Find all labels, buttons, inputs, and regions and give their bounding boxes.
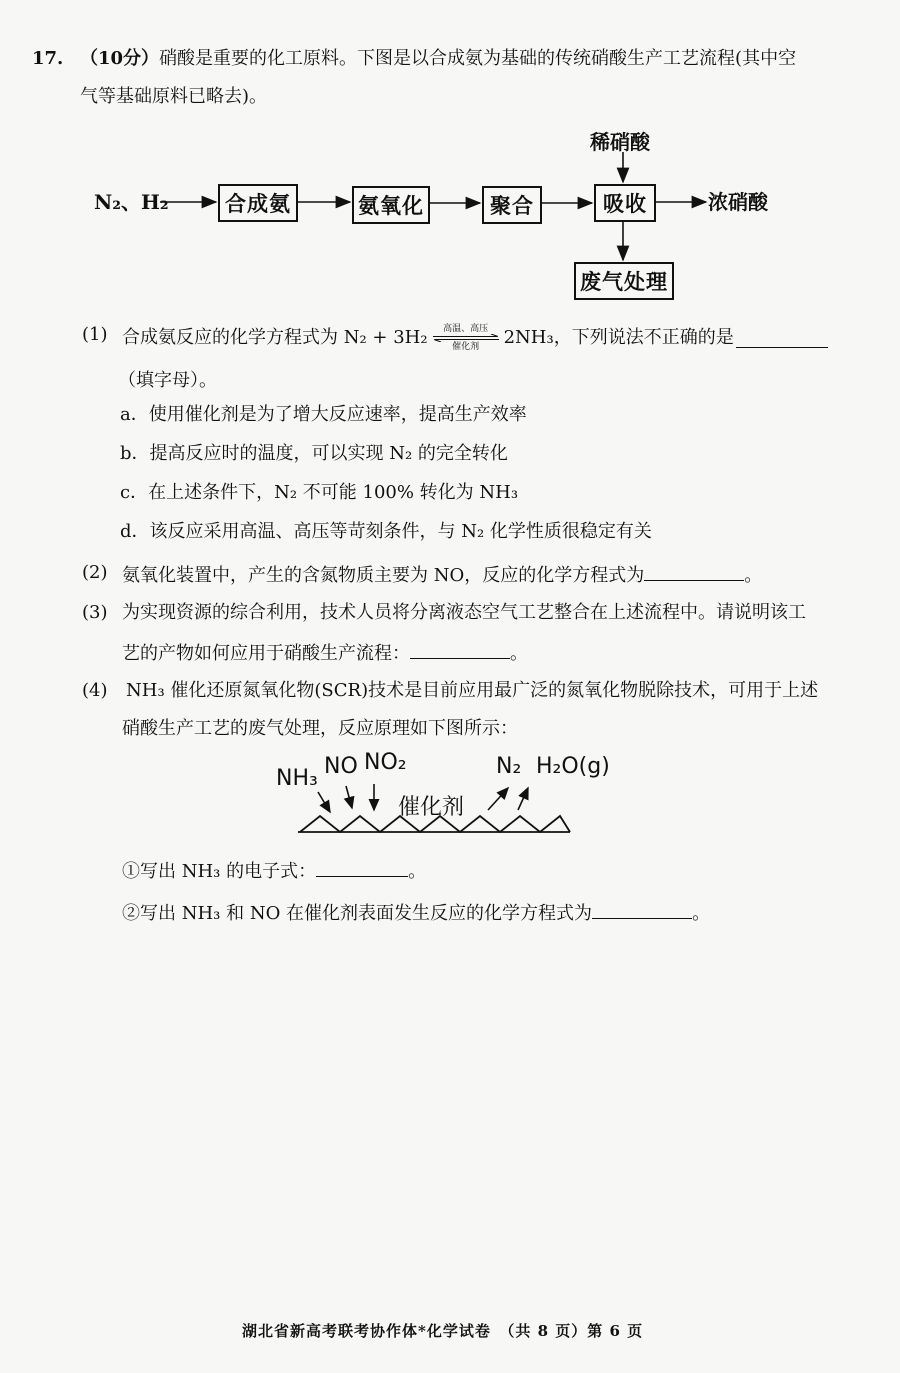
equilibrium-arrows-icon	[431, 334, 501, 342]
part1-text-suffix: 2NH₃，下列说法不正确的是	[503, 327, 734, 348]
diagram-no2: NO₂	[364, 750, 407, 775]
part1-stem	[122, 324, 828, 352]
part1-option-b: b．提高反应时的温度，可以实现 N₂ 的完全转化	[120, 443, 508, 464]
part4-sub2-end: 。	[692, 903, 711, 924]
arrow-h2o-out	[518, 788, 528, 810]
part3-number: (3)	[82, 602, 108, 623]
part1-option-a: a．使用催化剂是为了增大反应速率，提高生产效率	[120, 404, 527, 425]
diagram-n2: N₂	[496, 754, 522, 779]
condition-top: 高温、高压	[443, 324, 489, 334]
part2-stem	[122, 562, 762, 587]
part4-sub2	[122, 900, 710, 925]
part4-number: (4)	[82, 680, 108, 701]
flow-top-input: 稀硝酸	[590, 130, 650, 154]
question-score: （10分）	[80, 48, 160, 69]
part2-end: 。	[744, 565, 763, 586]
part1-option-c: c．在上述条件下，N₂ 不可能 100% 转化为 NH₃	[120, 482, 519, 503]
part1-option-d: d．该反应采用高温、高压等苛刻条件，与 N₂ 化学性质很稳定有关	[120, 521, 652, 542]
part4-sub1-text: ①写出 NH₃ 的电子式：	[122, 861, 317, 882]
reversible-arrow	[430, 324, 502, 352]
diagram-no: NO	[324, 754, 358, 779]
arrow-nh3-in	[318, 792, 330, 812]
part1-note: （填字母）。	[118, 370, 217, 391]
part4-line1: NH₃ 催化还原氮氧化物(SCR)技术是目前应用最广泛的氮氧化物脱除技术，可用于上述	[126, 680, 819, 701]
diagram-nh3: NH₃	[276, 766, 318, 791]
part3-line2: 艺的产物如何应用于硝酸生产流程：	[122, 643, 410, 664]
question-intro-text: 硝酸是重要的化工原料。下图是以合成氨为基础的传统硝酸生产工艺流程(其中空	[159, 48, 797, 69]
flow-arrows	[0, 0, 900, 320]
part4-sub1	[122, 858, 426, 883]
part3-answer-blank[interactable]	[410, 640, 510, 659]
question-intro-line2: 气等基础原料已略去)。	[80, 86, 268, 107]
flow-box-synthesis: 合成氨	[218, 184, 298, 222]
part2-answer-blank[interactable]	[644, 562, 744, 581]
part4-line2: 硝酸生产工艺的废气处理，反应原理如下图所示：	[122, 718, 518, 739]
part4-sub1-answer-blank[interactable]	[316, 858, 408, 877]
part4-sub2-text: ②写出 NH₃ 和 NO 在催化剂表面发生反应的化学方程式为	[122, 903, 593, 924]
part1-number: (1)	[82, 324, 108, 345]
part3-line1: 为实现资源的综合利用，技术人员将分离液态空气工艺整合在上述流程中。请说明该工	[122, 602, 806, 623]
diagram-h2o: H₂O(g)	[536, 754, 610, 779]
part2-number: (2)	[82, 562, 108, 583]
part4-sub1-end: 。	[408, 861, 427, 882]
part3-end: 。	[510, 643, 528, 664]
flow-box-absorption: 吸收	[594, 184, 656, 222]
diagram-catalyst-label: 催化剂	[398, 795, 465, 820]
arrow-n2-out	[488, 788, 508, 810]
flow-box-polymerization: 聚合	[482, 186, 542, 224]
part1-text-prefix: 合成氨反应的化学方程式为 N₂ + 3H₂	[122, 327, 428, 348]
catalyst-surface	[300, 816, 570, 832]
flow-input-label: N₂、H₂	[94, 190, 169, 214]
arrow-no-in	[346, 786, 352, 808]
part3-line2-wrap	[122, 640, 528, 665]
part1-answer-blank[interactable]	[736, 329, 828, 348]
catalyst-surface-diagram	[280, 760, 590, 840]
flow-output: 浓硝酸	[708, 190, 768, 214]
flow-box-waste: 废气处理	[574, 262, 674, 300]
question-number: 17.	[32, 48, 64, 69]
condition-bottom: 催化剂	[452, 342, 480, 352]
part2-text: 氨氧化装置中，产生的含氮物质主要为 NO，反应的化学方程式为	[122, 565, 645, 586]
flow-box-oxidation: 氨氧化	[352, 186, 430, 224]
page-footer: 湖北省新高考联考协作体*化学试卷 （共 8 页）第 6 页	[242, 1322, 644, 1340]
part4-sub2-answer-blank[interactable]	[592, 900, 692, 919]
